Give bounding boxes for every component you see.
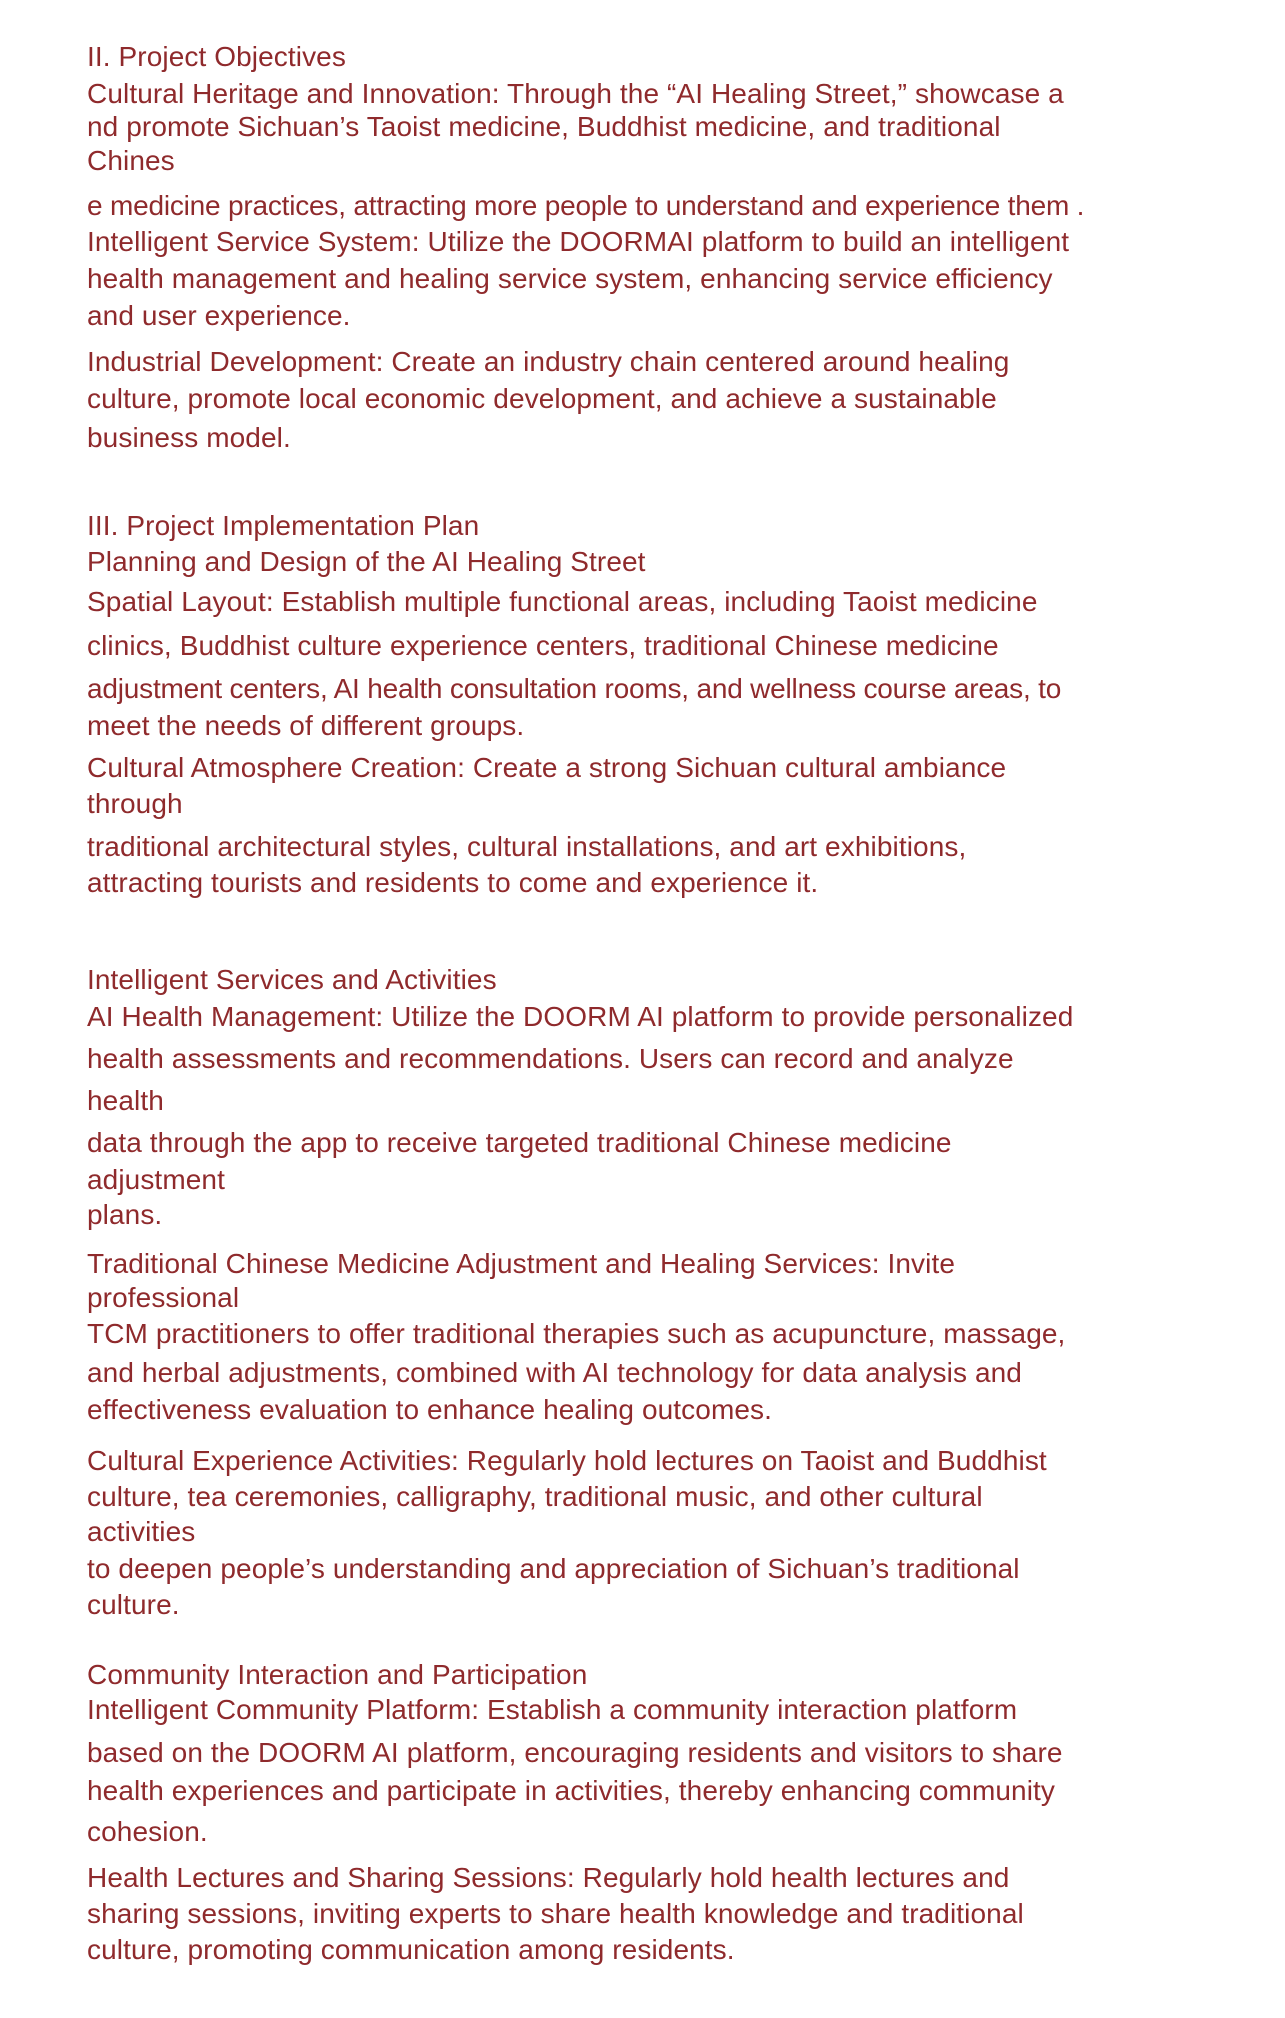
text-line: AI Health Management: Utilize the DOORM AI platform to provide personalized (87, 1001, 1074, 1032)
text-line: Cultural Heritage and Innovation: Through the “AI Healing Street,” showcase a (87, 78, 1064, 109)
text-line: traditional architectural styles, cultural installations, and art exhibitions, (87, 831, 967, 862)
text-line: culture, promoting communication among residents. (87, 1934, 735, 1965)
text-line: data through the app to receive targeted traditional Chinese medicine (87, 1127, 952, 1158)
text-line: nd promote Sichuan’s Taoist medicine, Buddhist medicine, and traditional (87, 111, 1001, 142)
text-line: to deepen people’s understanding and appreciation of Sichuan’s traditional (87, 1553, 1020, 1584)
text-line: sharing sessions, inviting experts to share health knowledge and traditional (87, 1898, 1024, 1929)
text-line: activities (87, 1516, 196, 1547)
text-line: professional (87, 1282, 240, 1313)
text-line: culture, tea ceremonies, calligraphy, traditional music, and other cultural (87, 1481, 983, 1512)
text-line: health assessments and recommendations. Users can record and analyze (87, 1043, 1014, 1074)
text-line: health experiences and participate in activities, thereby enhancing community (87, 1775, 1056, 1806)
text-line: meet the needs of different groups. (87, 710, 525, 741)
text-line: Industrial Development: Create an industry chain centered around healing (87, 346, 1010, 377)
text-line: culture. (87, 1589, 180, 1620)
heading-implementation-plan: III. Project Implementation Plan (87, 510, 480, 541)
text-line: through (87, 788, 183, 819)
text-line: Intelligent Service System: Utilize the DOORMAI platform to build an intelligent (87, 226, 1070, 257)
text-line: TCM practitioners to offer traditional therapies such as acupuncture, massage, (87, 1318, 1066, 1349)
text-line: Cultural Atmosphere Creation: Create a strong Sichuan cultural ambiance (87, 752, 1007, 783)
text-line: Spatial Layout: Establish multiple functional areas, including Taoist medicine (87, 586, 1038, 617)
text-line: health (87, 1085, 164, 1116)
text-line: health management and healing service system, enhancing service efficiency (87, 263, 1053, 294)
text-line: clinics, Buddhist culture experience centers, traditional Chinese medicine (87, 630, 999, 661)
text-line: Intelligent Community Platform: Establish a community interaction platform (87, 1694, 1018, 1725)
text-line: Traditional Chinese Medicine Adjustment and Healing Services: Invite (87, 1248, 955, 1279)
heading-project-objectives: II. Project Objectives (87, 41, 346, 72)
text-line: Health Lectures and Sharing Sessions: Regularly hold health lectures and (87, 1862, 1010, 1893)
text-line: effectiveness evaluation to enhance healing outcomes. (87, 1394, 773, 1425)
text-line: and herbal adjustments, combined with AI technology for data analysis and (87, 1357, 1022, 1388)
text-line: adjustment (87, 1164, 225, 1195)
text-line: plans. (87, 1199, 163, 1230)
text-line: adjustment centers, AI health consultation rooms, and wellness course areas, to (87, 673, 1062, 704)
text-line: Cultural Experience Activities: Regularly hold lectures on Taoist and Buddhist (87, 1445, 1047, 1476)
subheading-planning-design: Planning and Design of the AI Healing Street (87, 546, 646, 577)
text-line: business model. (87, 422, 291, 453)
text-line: culture, promote local economic development, and achieve a sustainable (87, 383, 997, 414)
text-line: Chines (87, 145, 175, 176)
subheading-community-interaction: Community Interaction and Participation (87, 1659, 588, 1690)
text-line: cohesion. (87, 1816, 208, 1847)
subheading-intelligent-services: Intelligent Services and Activities (87, 964, 497, 995)
text-line: based on the DOORM AI platform, encouraging residents and visitors to share (87, 1737, 1063, 1768)
text-line: attracting tourists and residents to come and experience it. (87, 867, 819, 898)
text-line: and user experience. (87, 300, 351, 331)
text-line: e medicine practices, attracting more people to understand and experience them . (87, 190, 1085, 221)
